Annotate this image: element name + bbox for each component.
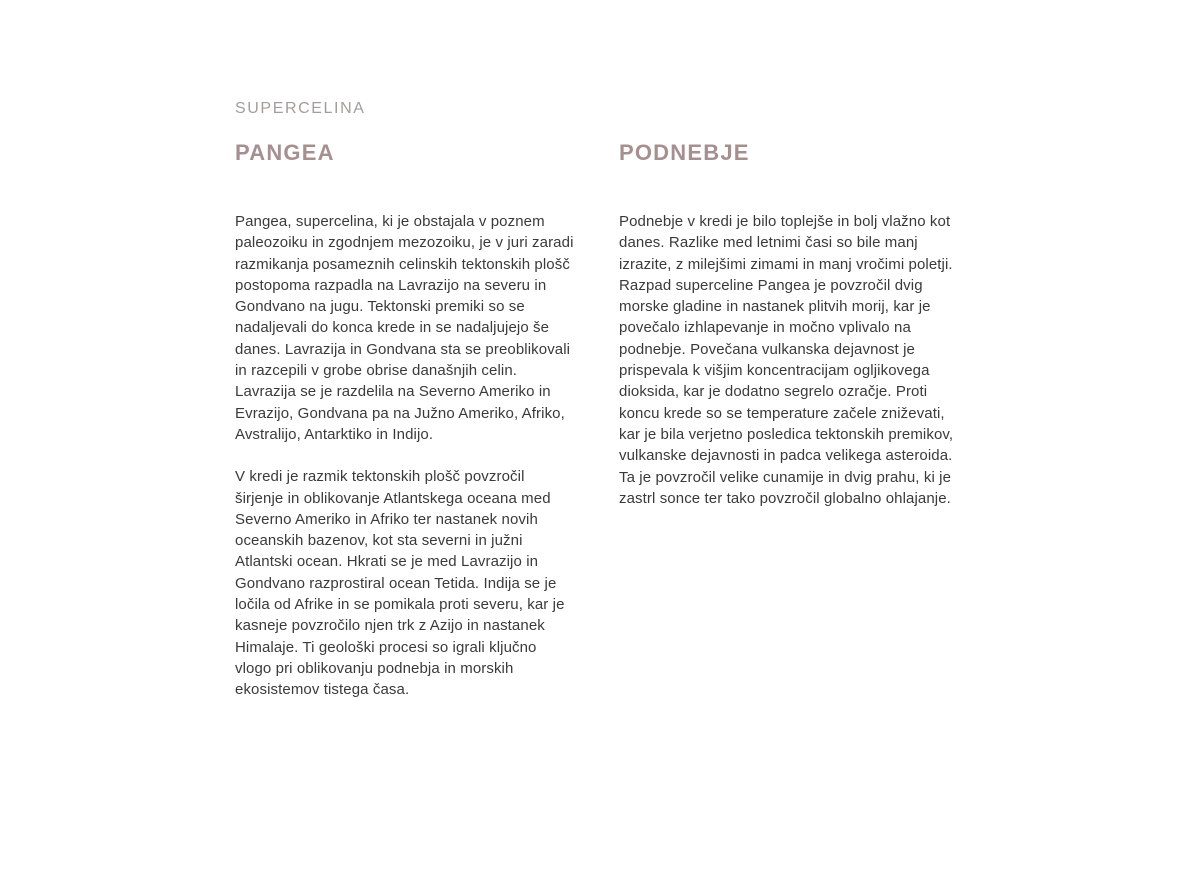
text-columns [235, 142, 964, 701]
column-podnebje [619, 142, 964, 509]
pangea-body [235, 211, 575, 701]
paragraph: Pangea, supercelina, ki je obstajala v poznem paleozoiku in zgodnjem mezozoiku, je v juri zaradi razmikanja posameznih celinskih tektonskih plošč postopoma razpadla na Lavrazijo na severu in Gondvano na jugu. Tektonski premiki so se nadaljevali do konca krede in se nadaljujejo še danes. Lavrazija in Gondvana sta se preoblikovali in razcepili v grobe obrise današnjih celin. Lavrazija se je razdelila na Severno Ameriko in Evrazijo, Gondvana pa na Južno Ameriko, Afriko, Avstralijo, Antarktiko in Indijo. [235, 213, 574, 443]
heading-pangea: PANGEA [235, 140, 335, 165]
page-content [235, 99, 964, 701]
column-pangea [235, 142, 575, 701]
heading-podnebje: PODNEBJE [619, 140, 750, 165]
section-kicker: SUPERCELINA [235, 100, 366, 117]
paragraph: Podnebje v kredi je bilo toplejše in bolj vlažno kot danes. Razlike med letnimi časi so bile manj izrazite, z milejšimi zimami in manj vročimi poletji. Razpad superceline Pangea je povzročil dvig morske gladine in nastanek plitvih morij, kar je povečalo izhlapevanje in močno vplivalo na podnebje. Povečana vulkanska dejavnost je prispevala k višjim koncentracijam ogljikovega dioksida, kar je dodatno segrelo ozračje. Proti koncu krede so se temperature začele zniževati, kar je bila verjetno posledica tektonskih premikov, vulkanske dejavnosti in padca velikega asteroida. Ta je povzročil velike cunamije in dvig prahu, ki je zastrl sonce ter tako povzročil globalno ohlajanje. [619, 213, 954, 507]
podnebje-body [619, 211, 964, 509]
paragraph: V kredi je razmik tektonskih plošč povzročil širjenje in oblikovanje Atlantskega oceana med Severno Ameriko in Afriko ter nastanek novih oceanskih bazenov, kot sta severni in južni Atlantski ocean. Hkrati se je med Lavrazijo in Gondvano razprostiral ocean Tetida. Indija se je ločila od Afrike in se pomikala proti severu, kar je kasneje povzročilo njen trk z Azijo in nastanek Himalaje. Ti geološki procesi so igrali ključno vlogo pri oblikovanju podnebja in morskih ekosistemov tistega časa. [235, 468, 565, 699]
